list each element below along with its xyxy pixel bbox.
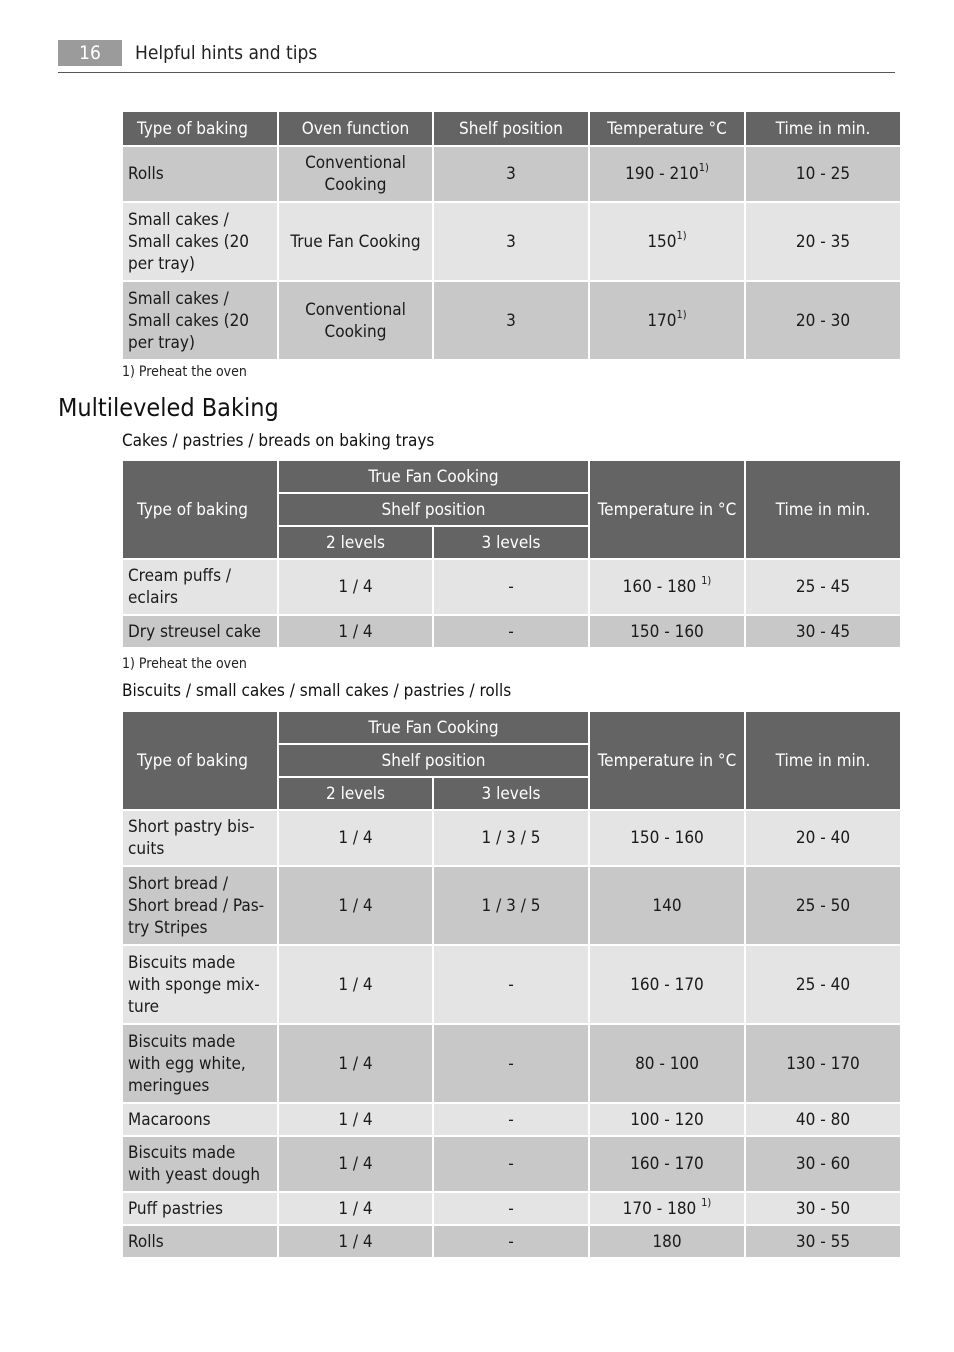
cell-temperature: 80 - 100	[590, 1025, 744, 1102]
table-header-row	[123, 461, 900, 492]
col-header-2-levels: 2 levels	[279, 527, 432, 558]
cell-3-levels: -	[434, 1025, 588, 1102]
cell-2-levels: 1 / 4	[279, 560, 432, 614]
cell-time: 130 - 170	[746, 1025, 900, 1102]
temp-value: 170	[647, 310, 677, 331]
table-row	[123, 203, 900, 280]
table-row	[123, 616, 900, 647]
cell-time: 30 - 50	[746, 1193, 900, 1224]
cell-2-levels: 1 / 4	[279, 946, 432, 1023]
cell-time: 30 - 55	[746, 1226, 900, 1257]
cell-temperature: 160 - 170	[590, 946, 744, 1023]
col-header-shelf: Shelf position	[279, 745, 588, 776]
cell-temperature: 100 - 120	[590, 1104, 744, 1135]
cell-time: 10 - 25	[746, 147, 900, 201]
cell-3-levels: -	[434, 1226, 588, 1257]
temp-value: 190 - 210	[625, 164, 699, 184]
cell-3-levels: -	[434, 560, 588, 614]
cell-3-levels: -	[434, 946, 588, 1023]
cell-time: 30 - 45	[746, 616, 900, 647]
cell-time: 30 - 60	[746, 1137, 900, 1191]
cell-temperature	[590, 147, 744, 201]
cell-temperature	[590, 1193, 744, 1224]
footnote-ref: 1)	[698, 161, 709, 174]
cell-temperature: 150 - 160	[590, 616, 744, 647]
col-header-shelf: Shelf position	[279, 494, 588, 525]
cell-2-levels: 1 / 4	[279, 1104, 432, 1135]
cell-type: Biscuits made with sponge mix-ture	[123, 946, 277, 1023]
cell-3-levels: -	[434, 616, 588, 647]
cell-3-levels: 1 / 3 / 5	[434, 867, 588, 944]
col-header-function: Oven function	[279, 112, 432, 145]
cell-type: Small cakes / Small cakes (20 per tray)	[123, 203, 277, 280]
cell-type: Rolls	[123, 1226, 277, 1257]
cell-2-levels: 1 / 4	[279, 1137, 432, 1191]
footnote-ref: 1)	[701, 1195, 712, 1209]
table-row	[123, 1137, 900, 1191]
cell-temperature: 160 - 170	[590, 1137, 744, 1191]
cell-temperature	[590, 282, 744, 359]
cell-type: Biscuits made with egg white, meringues	[123, 1025, 277, 1102]
table-row	[123, 560, 900, 614]
cell-function: True Fan Cooking	[279, 203, 432, 280]
cell-type: Cream puffs / eclairs	[123, 560, 277, 614]
cell-2-levels: 1 / 4	[279, 1025, 432, 1102]
col-header-time: Time in min.	[746, 112, 900, 145]
col-header-2-levels: 2 levels	[279, 778, 432, 809]
temp-value: 150	[647, 231, 677, 252]
cell-shelf: 3	[434, 282, 588, 359]
table-row	[123, 1193, 900, 1224]
col-header-type: Type of baking	[123, 712, 277, 809]
cell-function: Conventional Cooking	[279, 282, 432, 359]
page-header	[58, 40, 895, 73]
table-row	[123, 867, 900, 944]
cell-time: 40 - 80	[746, 1104, 900, 1135]
temp-value: 160 - 180	[622, 577, 697, 597]
col-header-temperature: Temperature in °C	[590, 712, 744, 809]
cell-time: 20 - 30	[746, 282, 900, 359]
table-row	[123, 946, 900, 1023]
footnote-ref: 1)	[676, 228, 687, 242]
footnote-table1: 1) Preheat the oven	[122, 364, 247, 380]
col-header-function: True Fan Cooking	[279, 712, 588, 743]
table-row	[123, 1226, 900, 1257]
cell-temperature	[590, 203, 744, 280]
header-title: Helpful hints and tips	[135, 42, 318, 64]
col-header-3-levels: 3 levels	[434, 778, 588, 809]
col-header-time: Time in min.	[746, 712, 900, 809]
table-header-row	[123, 712, 900, 743]
table-row	[123, 147, 900, 201]
baking-table-single-level	[121, 110, 902, 361]
temp-value: 170 - 180	[622, 1198, 697, 1219]
cell-shelf: 3	[434, 203, 588, 280]
footnote-ref: 1)	[701, 574, 712, 587]
baking-table-multilevel-cakes	[121, 459, 902, 649]
table-row	[123, 811, 900, 865]
cell-3-levels: -	[434, 1137, 588, 1191]
col-header-type: Type of baking	[123, 461, 277, 558]
subheading-table3: Biscuits / small cakes / small cakes / pastries / rolls	[122, 681, 512, 701]
col-header-time: Time in min.	[746, 461, 900, 558]
cell-2-levels: 1 / 4	[279, 1226, 432, 1257]
cell-time: 20 - 35	[746, 203, 900, 280]
table-row	[123, 282, 900, 359]
col-header-shelf: Shelf position	[434, 112, 588, 145]
cell-type: Macaroons	[123, 1104, 277, 1135]
cell-type: Biscuits made with yeast dough	[123, 1137, 277, 1191]
cell-time: 25 - 40	[746, 946, 900, 1023]
col-header-type: Type of baking	[123, 112, 277, 145]
cell-2-levels: 1 / 4	[279, 616, 432, 647]
page-number: 16	[58, 40, 122, 66]
cell-3-levels: -	[434, 1104, 588, 1135]
cell-type: Rolls	[123, 147, 277, 201]
cell-temperature: 150 - 160	[590, 811, 744, 865]
cell-type: Short bread / Short bread / Pas-try Stripes	[123, 867, 277, 944]
cell-time: 25 - 50	[746, 867, 900, 944]
table-row	[123, 1104, 900, 1135]
cell-2-levels: 1 / 4	[279, 867, 432, 944]
cell-2-levels: 1 / 4	[279, 1193, 432, 1224]
footnote-ref: 1)	[676, 307, 687, 321]
section-title: Multileveled Baking	[58, 393, 279, 422]
cell-type: Small cakes / Small cakes (20 per tray)	[123, 282, 277, 359]
cell-time: 25 - 45	[746, 560, 900, 614]
cell-shelf: 3	[434, 147, 588, 201]
cell-temperature: 180	[590, 1226, 744, 1257]
footnote-table2: 1) Preheat the oven	[122, 656, 247, 672]
col-header-temperature: Temperature in °C	[590, 461, 744, 558]
cell-function: Conventional Cooking	[279, 147, 432, 201]
col-header-temperature: Temperature °C	[590, 112, 744, 145]
cell-temperature	[590, 560, 744, 614]
cell-2-levels: 1 / 4	[279, 811, 432, 865]
table-row	[123, 1025, 900, 1102]
subheading-table2: Cakes / pastries / breads on baking trays	[122, 431, 435, 451]
cell-type: Puff pastries	[123, 1193, 277, 1224]
col-header-function: True Fan Cooking	[279, 461, 588, 492]
cell-time: 20 - 40	[746, 811, 900, 865]
cell-type: Short pastry bis-cuits	[123, 811, 277, 865]
cell-type: Dry streusel cake	[123, 616, 277, 647]
cell-temperature: 140	[590, 867, 744, 944]
table-header-row	[123, 112, 900, 145]
cell-3-levels: -	[434, 1193, 588, 1224]
cell-3-levels: 1 / 3 / 5	[434, 811, 588, 865]
col-header-3-levels: 3 levels	[434, 527, 588, 558]
baking-table-multilevel-biscuits	[121, 710, 902, 1259]
